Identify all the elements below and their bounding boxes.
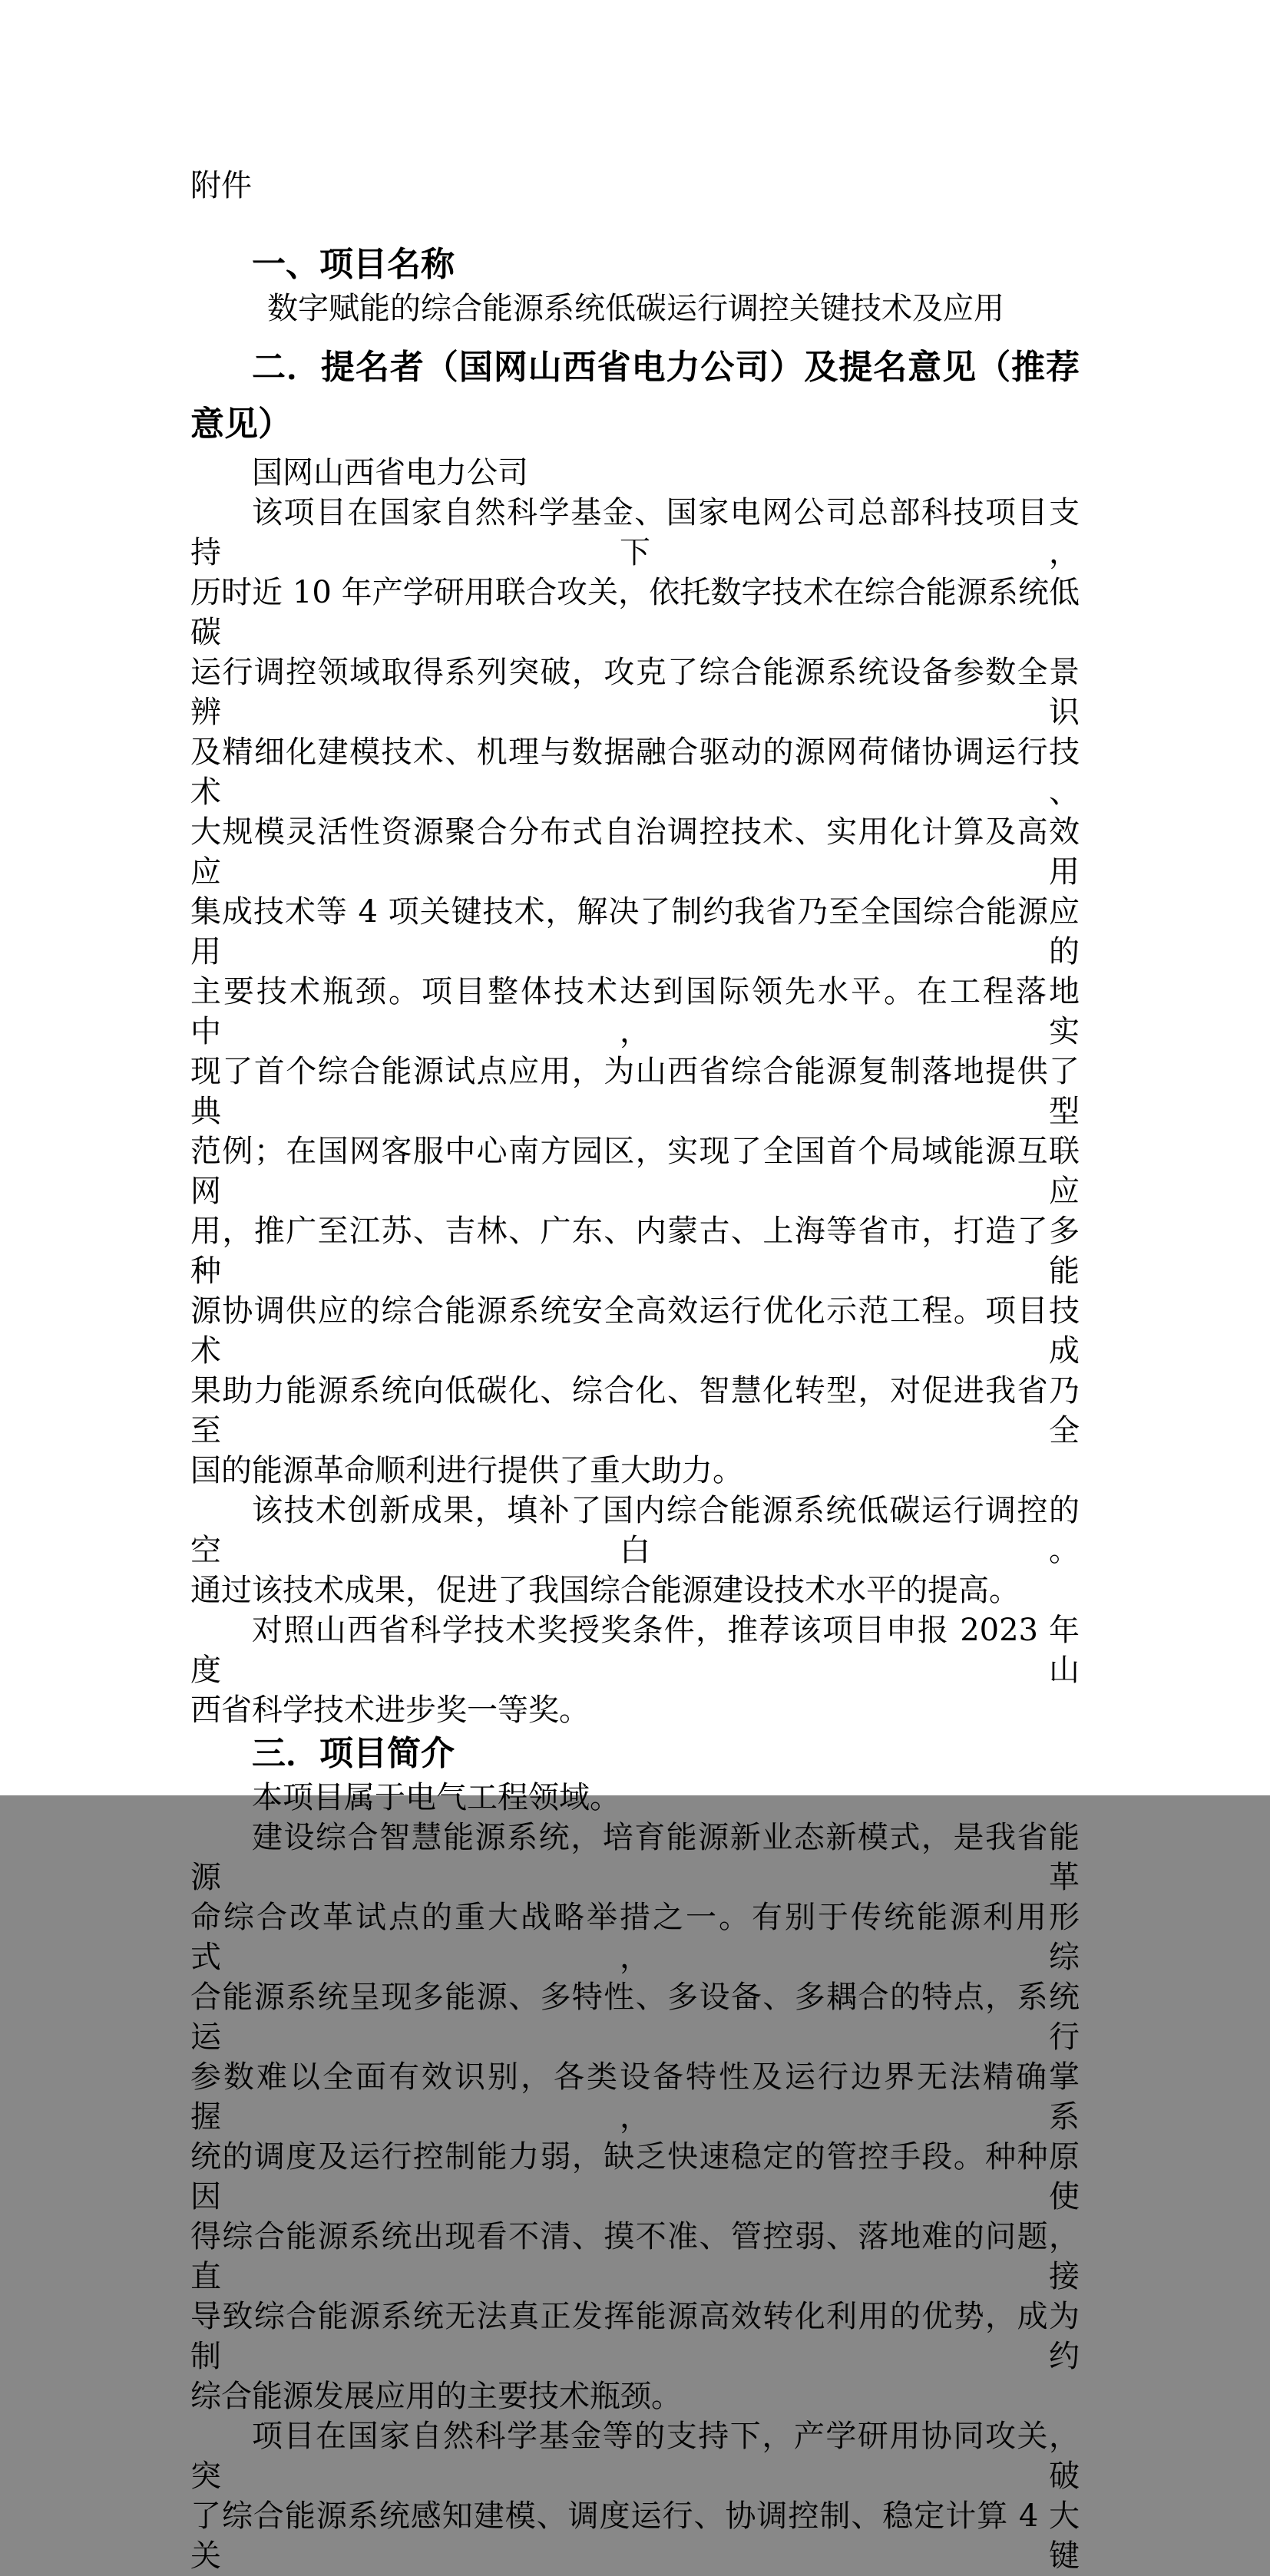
paragraph-field: 本项目属于电气工程领域。 [252, 1780, 620, 1815]
text-line: 该项目在国家自然科学基金、国家电网公司总部科技项目支持下， [190, 495, 1080, 570]
attachment-label: 附件 [190, 169, 252, 203]
text-line: 现了首个综合能源试点应用，为山西省综合能源复制落地提供了典型 [190, 1054, 1080, 1129]
paragraph-background [190, 1818, 1080, 2416]
text-line: 命综合改革试点的重大战略举措之一。有别于传统能源利用形式，综 [190, 1900, 1080, 1975]
section3-heading: 三．项目简介 [252, 1735, 455, 1772]
nominator: 国网山西省电力公司 [252, 455, 528, 490]
text-line: 果助力能源系统向低碳化、综合化、智慧化转型，对促进我省乃至全 [190, 1373, 1080, 1448]
paragraph-recommend [190, 1610, 1080, 1730]
text-line: 西省科学技术进步奖一等奖。 [190, 1693, 590, 1728]
text-line: 对照山西省科学技术奖授奖条件，推荐该项目申报 2023 年度山 [190, 1613, 1080, 1688]
text-line: 用，推广至江苏、吉林、广东、内蒙古、上海等省市，打造了多种能 [190, 1214, 1080, 1289]
section2-heading-line2: 意见） [190, 405, 292, 443]
text-line: 历时近 10 年产学研用联合攻关，依托数字技术在综合能源系统低碳 [190, 575, 1080, 650]
text-line: 源协调供应的综合能源系统安全高效运行优化示范工程。项目技术成 [190, 1293, 1080, 1369]
text-line: 运行调控领域取得系列突破，攻克了综合能源系统设备参数全景辨识 [190, 655, 1080, 730]
text-line: 国的能源革命顺利进行提供了重大助力。 [190, 1453, 743, 1488]
text-line: 参数难以全面有效识别，各类设备特性及运行边界无法精确掌握，系 [190, 2059, 1080, 2135]
text-line: 建设综合智慧能源系统，培育能源新业态新模式，是我省能源革 [190, 1820, 1080, 1895]
text-line: 及精细化建模技术、机理与数据融合驱动的源网荷储协调运行技术、 [190, 735, 1080, 810]
text-line: 大规模灵活性资源聚合分布式自治调控技术、实用化计算及高效应用 [190, 814, 1080, 890]
text-line: 综合能源发展应用的主要技术瓶颈。 [190, 2379, 682, 2414]
text-line: 合能源系统呈现多能源、多特性、多设备、多耦合的特点，系统运行 [190, 1980, 1080, 2055]
text-line: 范例；在国网客服中心南方园区，实现了全国首个局域能源互联网应 [190, 1134, 1080, 1209]
text-line: 得综合能源系统出现看不清、摸不准、管控弱、落地难的问题，直接 [190, 2219, 1080, 2294]
text-line: 统的调度及运行控制能力弱，缺乏快速稳定的管控手段。种种原因使 [190, 2139, 1080, 2214]
text-line: 了综合能源系统感知建模、调度运行、协调控制、稳定计算 4 大关键 [190, 2498, 1080, 2574]
text-line: 导致综合能源系统无法真正发挥能源高效转化利用的优势，成为制约 [190, 2299, 1080, 2374]
text-line: 该技术创新成果，填补了国内综合能源系统低碳运行调控的空白。 [190, 1493, 1080, 1568]
section1-heading: 一、项目名称 [252, 246, 455, 283]
text-line: 主要技术瓶颈。项目整体技术达到国际领先水平。在工程落地中，实 [190, 974, 1080, 1049]
project-name: 数字赋能的综合能源系统低碳运行调控关键技术及应用 [267, 291, 1004, 326]
text-line: 通过该技术成果，促进了我国综合能源建设技术水平的提高。 [190, 1573, 1020, 1608]
paragraph-breakthrough [190, 2416, 1080, 2576]
paragraph-innovation [190, 1491, 1080, 1610]
text-line: 项目在国家自然科学基金等的支持下，产学研用协同攻关，突破 [190, 2419, 1080, 2494]
paragraph-support [190, 493, 1080, 1491]
text-line: 集成技术等 4 项关键技术，解决了制约我省乃至全国综合能源应用的 [190, 894, 1080, 969]
section2-heading-line1: 二．提名者（国网山西省电力公司）及提名意见（推荐 [252, 348, 1080, 386]
section2-heading [190, 339, 1080, 453]
